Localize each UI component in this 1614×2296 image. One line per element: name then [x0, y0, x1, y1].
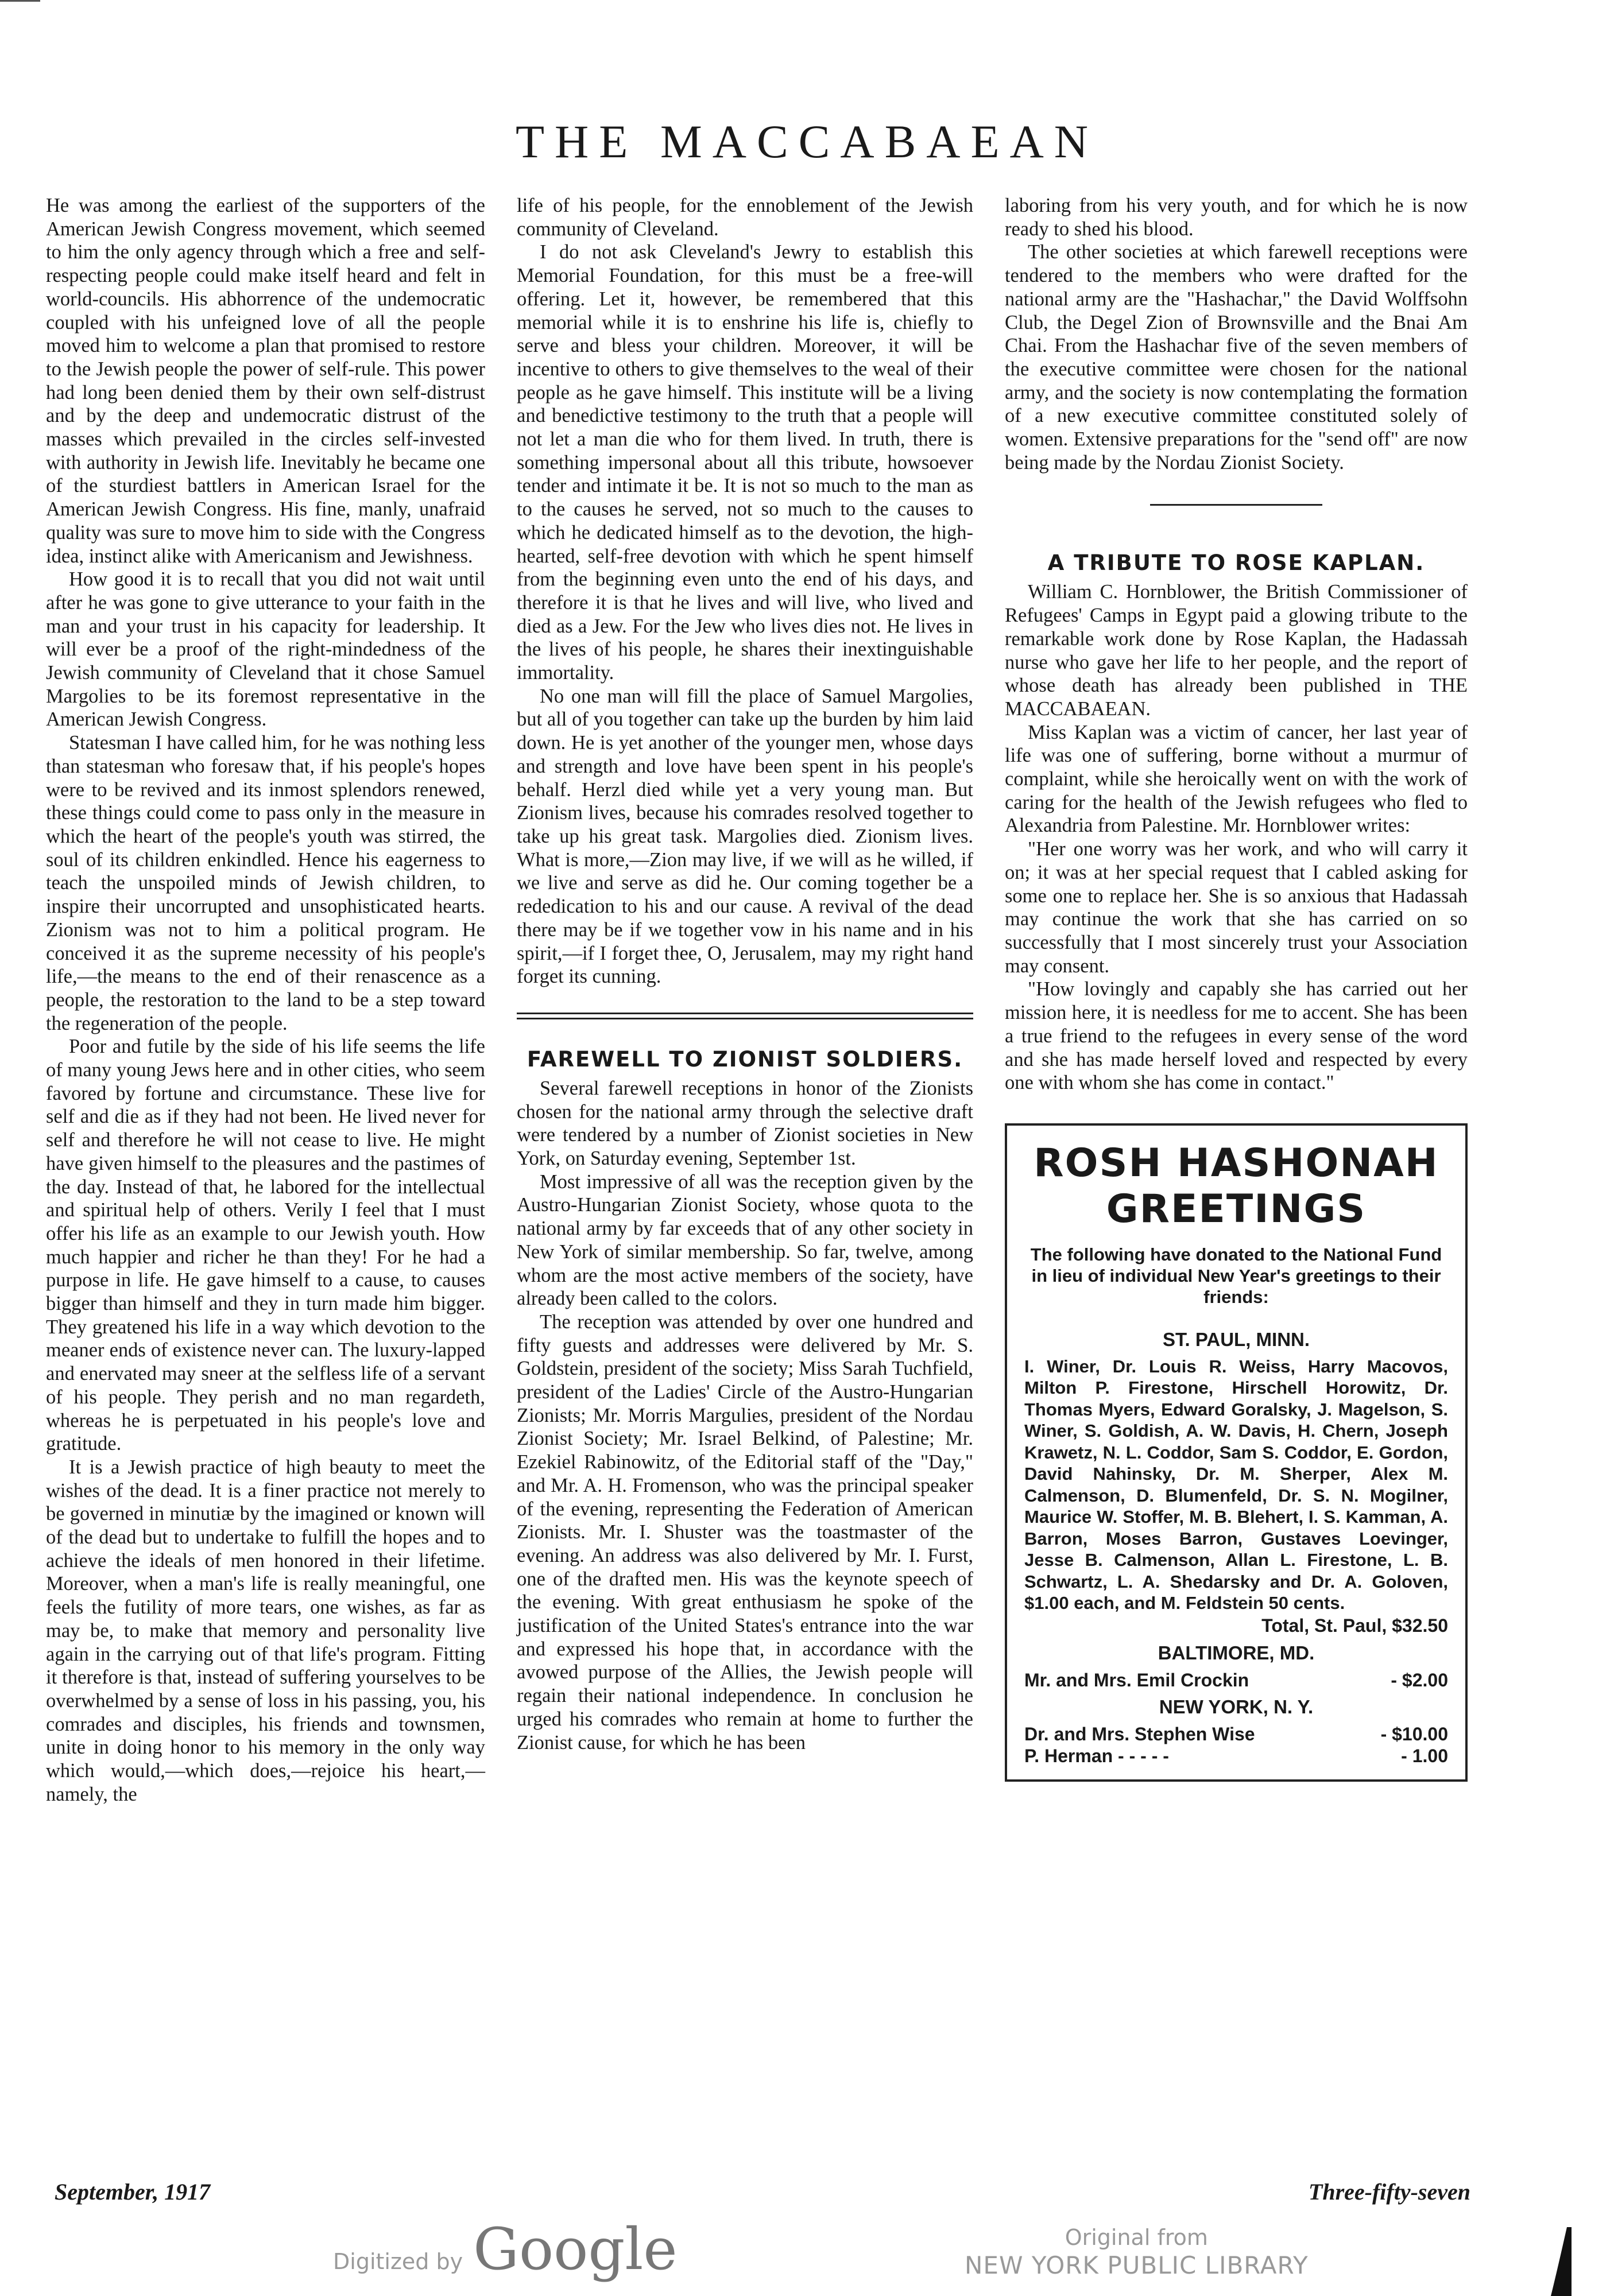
donor-line — [1024, 1669, 1448, 1691]
paragraph: Poor and futile by the side of his life seems the life of many young Jews here and in other cities, who seem favored by fortune and circumstance. These live for self and die as if they had not been. He lived never for self and therefore he will not cease to live. He might have given himself to the pleasures and the pastimes of the day. Instead of that, he labored for the intellectual and spiritual help of others. Verily I feel that I must offer his life as an example to our Jewish youth. How much happier and richer he than they! For he had a purpose in life. He gave himself to a cause, to causes bigger than himself and they in turn made him bigger. They greatened his life in a way which devotion to the meaner ends of existence never can. The luxury-lapped and enervated may sneer at the selfless life of a servant of his people. They perish and no man regardeth, whereas he is perpetuated in his people's love and gratitude. — [46, 1035, 485, 1455]
paragraph: It is a Jewish practice of high beauty to meet the wishes of the dead. It is a finer practice not merely to be governed in minutiæ by the imagined or known will of the dead but to undertake to fulfill the hopes and to achieve the ideals of men honored in their lifetime. Moreover, when a man's life is really meaningful, one feels the futility of more tears, one wishes, as far as may be, to make that memory and personality live again in the carrying out of that life's program. Fitting it therefore is that, instead of suffering yourselves to be overwhelmed by a sense of loss in his passing, you, his comrades and disciples, his friends and townsmen, unite in doing honor to his memory in the only way which would,—which does,—rejoice his heart,—namely, the — [46, 1456, 485, 1805]
greetings-title-line: GREETINGS — [1106, 1186, 1367, 1232]
column-3 — [1005, 194, 1468, 1782]
masthead: THE MACCABAEAN — [515, 115, 1099, 168]
paragraph: life of his people, for the ennoblement of the Jewish community of Cleveland. — [517, 195, 973, 240]
paragraph: Statesman I have called him, for he was nothing less than statesman who foresaw that, if his people's hopes were to be revived and its inmost splendors renewed, these things could come to pass only in the measure in which the heart of the people's youth was stirred, the soul of its children enkindled. Hence his eagerness to teach the unspoiled minds of Jewish children, to inspire their uncorrupted and unsophisticated hearts. Zionism was not to him a political program. He conceived it as the supreme necessity of his people's life,—the means to the end of their renascence as a people, the restoration to the land to be a step toward the regeneration of the people. — [46, 732, 485, 1034]
paragraph: Most impressive of all was the reception given by the Austro-Hungarian Zionist Society, whose quota to the national army by far exceeds that of any other society in New York of similar membership. So far, twelve, among whom are the most active members of the society, have already been called to the colors. — [517, 1170, 973, 1310]
library-name: NEW YORK PUBLIC LIBRARY — [965, 2251, 1309, 2279]
city-heading: NEW YORK, N. Y. — [1159, 1696, 1314, 1717]
city-heading: ST. PAUL, MINN. — [1162, 1328, 1310, 1350]
donor-name: Dr. and Mrs. Stephen Wise — [1024, 1723, 1255, 1744]
top-edge-mark — [0, 0, 40, 2]
column-2 — [517, 194, 973, 1754]
google-logo: Google — [473, 2216, 678, 2283]
city-heading: BALTIMORE, MD. — [1158, 1642, 1315, 1663]
article-heading-tribute: A TRIBUTE TO ROSE KAPLAN. — [1047, 550, 1425, 576]
section-divider — [517, 1013, 973, 1019]
greetings-title-line: ROSH HASHONAH — [1034, 1140, 1439, 1186]
donor-amount: - 1.00 — [1401, 1745, 1448, 1766]
digitized-by-watermark — [333, 2216, 678, 2283]
donor-line — [1024, 1723, 1448, 1745]
paragraph: "Her one worry was her work, and who will carry it on; it was at her special request that I cabled asking for some one to replace her. She is so anxious that Hadassah may continue the work that she has carried on so successfully that I most sincerely trust your Association may consent. — [1005, 838, 1468, 977]
paragraph: "How lovingly and capably she has carried out her mission here, it is needless for me to accent. She has been a true friend to the refugees in every sense of the word and she has made herself loved and respected by every one with whom she has come in contact." — [1005, 978, 1468, 1094]
article-heading-farewell: FAREWELL TO ZIONIST SOLDIERS. — [527, 1046, 963, 1072]
donor-amount: - $2.00 — [1391, 1669, 1448, 1690]
donor-name: Mr. and Mrs. Emil Crockin — [1024, 1669, 1249, 1690]
donor-amount: - $10.00 — [1380, 1723, 1448, 1744]
paragraph: No one man will fill the place of Samuel Margolies, but all of you together can take up the burden by him laid down. He is yet another of the younger men, whose days and strength and love have been spent in his people's behalf. Herzl died while yet a very young man. But Zionism lives, because his comrades resolved together to take up his great task. Margolies died. Zionism lives. What is more,—Zion may live, if we will as he willed, if we live and serve as did he. Our coming together be a rededication to his and our cause. A revival of the dead there may be if we together vow in his name and in his spirit,—if I forget thee, O, Jerusalem, may my right hand forget its cunning. — [517, 685, 973, 988]
paragraph: William C. Hornblower, the British Commissioner of Refugees' Camps in Egypt paid a glowing tribute to the remarkable work done by Rose Kaplan, the Hadassah nurse who gave her life to her people, and the report of whose death has already been published in THE MACCABAEAN. — [1005, 581, 1468, 720]
greetings-box — [1005, 1123, 1468, 1782]
paragraph: How good it is to recall that you did not wait until after he was gone to give utterance to your faith in the man and your trust in his capacity for leadership. It will ever be a proof of the right-mindedness of the Jewish community of Cleveland that it chose Samuel Margolies to be its foremost representative in the American Jewish Congress. — [46, 568, 485, 731]
paragraph: laboring from his very youth, and for which he is now ready to shed his blood. — [1005, 195, 1468, 240]
footer-page-number: Three-fifty-seven — [1308, 2179, 1470, 2205]
footer-date: September, 1917 — [55, 2179, 211, 2205]
original-from-label: Original from — [1065, 2225, 1208, 2250]
city-total: Total, St. Paul, $32.50 — [1261, 1615, 1448, 1636]
donor-name: P. Herman - - - - - — [1024, 1745, 1169, 1766]
greetings-title — [1024, 1141, 1448, 1232]
paragraph: Several farewell receptions in honor of the Zionists chosen for the national army through the selective draft were tendered by a number of Zionist societies in New York, on Saturday evening, September 1st. — [517, 1077, 973, 1170]
donor-list: I. Winer, Dr. Louis R. Weiss, Harry Macovos, Milton P. Firestone, Hirschell Horowitz, Dr. Thomas Myers, Edward Goralsky, J. Magelson, S. Winer, S. Goldish, A. W. Davis, H. Chern, Joseph Krawetz, N. L. Coddor, Sam S. Coddor, E. Gordon, David Nahinsky, Dr. M. Sherper, Alex M. Calmenson, D. Blumenfeld, Dr. S. N. Mogilner, Maurice W. Stoffer, M. B. Blehert, I. S. Kamman, A. Barron, Moses Barron, Gustaves Loevinger, Jesse B. Calmenson, Allan L. Firestone, L. B. Schwartz, L. A. Shedarsky and Dr. A. Goloven, $1.00 each, and M. Feldstein 50 cents. — [1024, 1356, 1448, 1614]
original-source-watermark — [965, 2224, 1309, 2281]
section-divider — [1150, 504, 1322, 506]
paragraph: He was among the earliest of the supporters of the American Jewish Congress movement, which seemed to him the only agency through which a free and self-respecting people could make itself heard and felt in world-councils. His abhorrence of the undemocratic coupled with his unfeigned love of all the people moved him to welcome a plan that promised to restore to the Jewish people the power of self-rule. This power had long been denied them by their own self-distrust and by the deep and undemocratic distrust of the masses which prevailed in the circles self-invested with authority in Jewish life. Inevitably he became one of the sturdiest battlers in American Israel for the American Jewish Congress. His fine, manly, unafraid quality was sure to move him to side with the Congress idea, instinct alike with Americanism and Jewishness. — [46, 195, 485, 567]
donor-line — [1024, 1745, 1448, 1767]
paragraph: The other societies at which farewell receptions were tendered to the members who were drafted for the national army are the "Hashachar," the David Wolffsohn Club, the Degel Zion of Brownsville and the Bnai Am Chai. From the Hashachar five of the seven members of the executive committee were chosen for the national army, and the society is now contemplating the formation of a new executive committee constituted solely of women. Extensive preparations for the "send off" are now being made by the Nordau Zionist Society. — [1005, 241, 1468, 474]
column-1 — [46, 194, 485, 1806]
paragraph: Miss Kaplan was a victim of cancer, her last year of life was one of suffering, borne without a murmur of complaint, while she heroically went on with the work of caring for the health of the Jewish refugees who fled to Alexandria from Palestine. Mr. Hornblower writes: — [1005, 721, 1468, 837]
scan-edge-mark — [1551, 2227, 1574, 2296]
greetings-intro: The following have donated to the National Fund in lieu of individual New Year's greetings to their friends: — [1030, 1244, 1442, 1307]
paragraph: The reception was attended by over one hundred and fifty guests and addresses were delivered by Mr. S. Goldstein, president of the society; Miss Sarah Tuchfield, president of the Ladies' Circle of the Austro-Hungarian Zionists; Mr. Morris Margulies, president of the Nordau Zionist Society; Mr. Israel Belkind, of Palestine; Mr. Ezekiel Rabinowitz, of the Editorial staff of the "Day," and Mr. A. H. Fromenson, who was the principal speaker of the evening, representing the Federation of American Zionists. Mr. I. Shuster was the toastmaster of the evening. An address was also delivered by Mr. I. Furst, one of the drafted men. His was the keynote speech of the evening. With great enthusiasm he spoke of the justification of the United States's entrance into the war and expressed his hope that, in accordance with the avowed purpose of the Allies, the Jewish people will regain their national independence. In conclusion he urged his comrades who remain at home to further the Zionist cause, for which he has been — [517, 1310, 973, 1754]
paragraph: I do not ask Cleveland's Jewry to establish this Memorial Foundation, for this must be a free-will offering. Let it, however, be remembered that this memorial while it is to enshrine his life is, chiefly to serve and bless your children. Moreover, it will be incentive to others to give themselves to the weal of their people as he gave himself. This institute will be a living and benedictive testimony to the truth that a people will not let a man die who for them lived. In truth, there is something impersonal about all this tribute, howsoever tender and intimate it be. It is not so much to the man as to the causes he served, not so much to the causes to which he dedicated himself as to the devotion, the high-hearted, self-free devotion with which he spent himself from the beginning even unto the end of his days, and therefore it is that he lives and will live, who lived and died as a Jew. For the Jew who lives dies not. He lives in the lives of his people, he shares their inextinguishable immortality. — [517, 241, 973, 684]
digitized-label: Digitized by — [333, 2249, 463, 2274]
